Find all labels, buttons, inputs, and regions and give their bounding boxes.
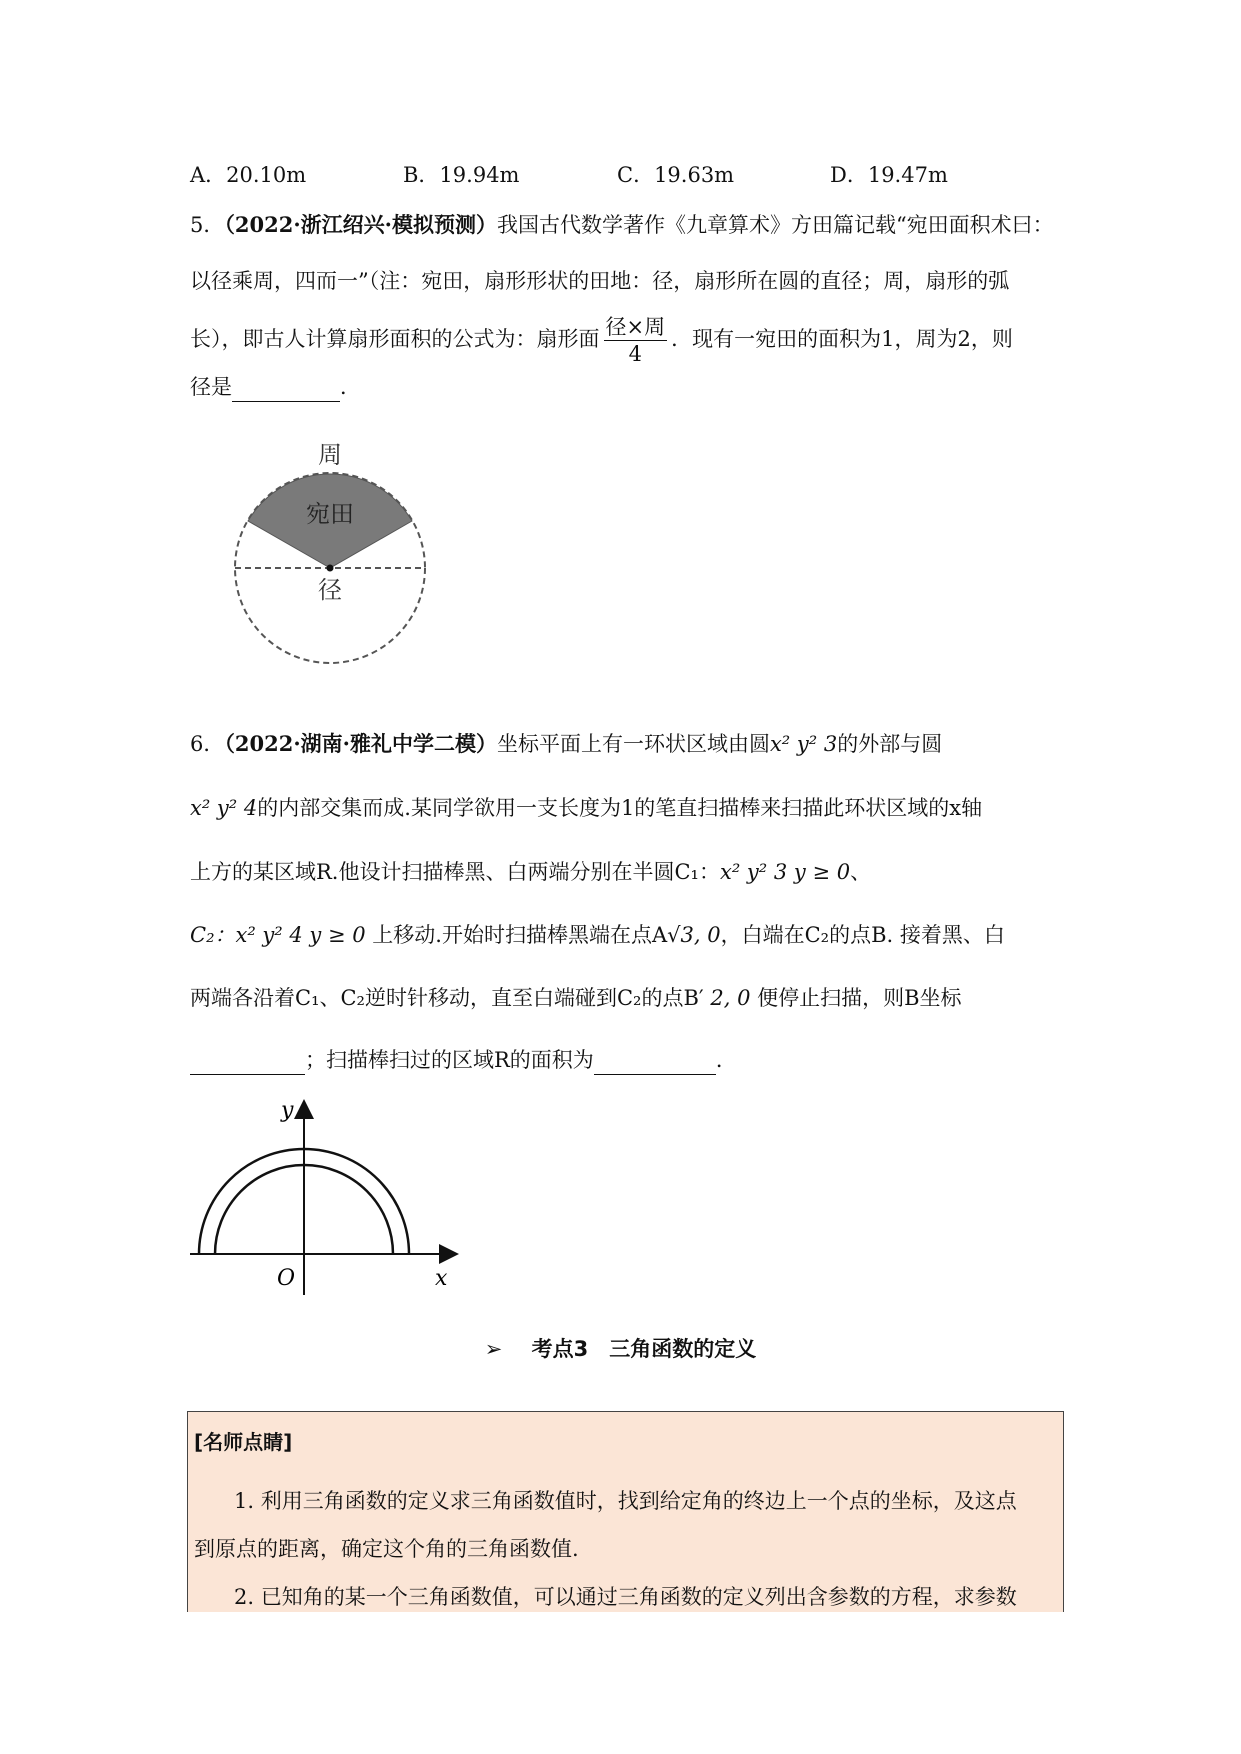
q6-source: （2022·湖南·雅礼中学二模） [224, 731, 497, 756]
origin-label: O [277, 1266, 296, 1291]
diameter-label: 径 [318, 576, 342, 604]
q5-number: 5． [190, 213, 225, 237]
tip-p1-line1: 1. 利用三角函数的定义求三角函数值时，找到给定角的终边上一个点的坐标，及这点 [234, 1489, 1017, 1513]
q6-text-5: 两端各沿着C₁、C₂逆时针移动，直至白端碰到C₂的点B′ [190, 986, 704, 1010]
q6-text-4: 上移动.开始时扫描棒黑端在点A [372, 923, 668, 947]
q6-math-2: x² y² 4 [190, 796, 258, 820]
tip-title: [名师点睛] [194, 1430, 293, 1454]
q5-sector-figure [225, 430, 445, 675]
q6-point-a: √3, 0 [667, 923, 721, 947]
q5-text-4-end: ． [340, 375, 361, 399]
tip-box [187, 1411, 1064, 1612]
q5-formula-fraction [604, 314, 668, 367]
q5-line-1 [190, 210, 1054, 240]
q6-text-5-end: 便停止扫描，则B坐标 [757, 986, 962, 1010]
q6-text-2: 的内部交集而成.某同学欲用一支长度为1的笔直扫描棒来扫描此环状区域的x轴 [257, 796, 983, 820]
q6-math-1: x² y² 3 [769, 732, 838, 756]
q6-annulus-figure [185, 1095, 465, 1300]
option-a[interactable]: A．20.10m [190, 163, 307, 187]
q6-number: 6． [190, 732, 225, 756]
q5-answer-blank[interactable] [232, 377, 340, 402]
q6-line-5 [190, 983, 962, 1013]
q5-text-3a: 长），即古人计算扇形面积的公式为：扇形面 [190, 327, 600, 351]
q5-source: （2022·浙江绍兴·模拟预测） [224, 212, 497, 237]
q6-line-2 [190, 793, 982, 823]
center-dot [327, 565, 334, 572]
option-c[interactable]: C．19.63m [617, 163, 735, 187]
q5-text-2: 以径乘周，四而一”（注：宛田，扇形形状的田地：径，扇形所在圆的直径；周，扇形的弧 [190, 269, 1010, 293]
q6-text-6: ；扫描棒扫过的区域R的面积为 [305, 1048, 594, 1072]
x-axis-label: x [435, 1266, 448, 1291]
section-title: 考点3 三角函数的定义 [531, 1337, 757, 1361]
q6-text-1: 坐标平面上有一环状区域由圆 [496, 732, 770, 756]
section-heading [0, 1333, 1241, 1363]
q5-frac-den: 4 [628, 342, 642, 366]
q6-answer-blank-2[interactable] [594, 1050, 716, 1075]
q6-text-1-end: 的外部与圆 [837, 732, 943, 756]
q6-point-b-prime: 2, 0 [710, 986, 751, 1010]
q5-text-4: 径是 [190, 375, 232, 399]
tip-p2-line1: 2. 已知角的某一个三角函数值，可以通过三角函数的定义列出含参数的方程，求参数 [234, 1585, 1017, 1609]
sector-label: 宛田 [306, 500, 354, 528]
q5-line-2 [190, 266, 1009, 296]
q6-text-4-end: ，白端在C₂的点B. 接着黑、白 [720, 923, 1005, 947]
q6-math-4: C₂：x² y² 4 y ≥ 0 [190, 923, 366, 947]
q6-text-3: 上方的某区域R.他设计扫描棒黑、白两端分别在半圆C₁： [190, 860, 720, 884]
q6-math-3: x² y² 3 y ≥ 0 [719, 860, 851, 884]
q6-line-6 [190, 1045, 737, 1075]
q6-line-4 [190, 920, 1005, 950]
tip-p1-line2: 到原点的距离，确定这个角的三角函数值. [194, 1537, 579, 1561]
y-axis-label: y [281, 1098, 294, 1123]
bullet-icon: ➢ [484, 1337, 503, 1361]
q6-line-1 [190, 729, 942, 759]
q5-text-3b: ．现有一宛田的面积为1，周为2，则 [671, 327, 1013, 351]
option-d[interactable]: D．19.47m [830, 163, 948, 187]
q5-line-3 [190, 314, 1013, 367]
q5-line-4 [190, 372, 361, 402]
q6-line-3 [190, 857, 871, 887]
q6-text-3-end: 、 [850, 860, 872, 884]
q5-frac-num: 径×周 [605, 315, 666, 339]
q6-answer-blank-1[interactable] [190, 1050, 305, 1075]
option-b[interactable]: B．19.94m [403, 163, 520, 187]
q6-text-6-end: ． [715, 1048, 737, 1072]
arc-label: 周 [318, 441, 342, 469]
q5-text-1: 我国古代数学著作《九章算术》方田篇记载“宛田面积术曰： [496, 213, 1054, 237]
